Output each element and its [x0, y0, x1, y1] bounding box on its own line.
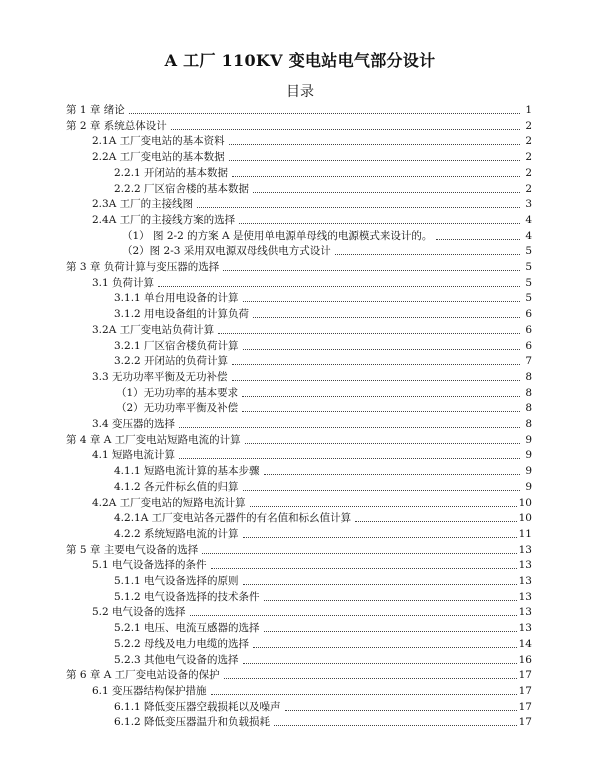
toc-entry-page-number: 13: [518, 575, 532, 587]
toc-entry-title: 4.1.2 各元件标幺值的归算: [114, 480, 239, 493]
toc-entry-title: 3.1 负荷计算: [92, 276, 155, 289]
toc-entry[interactable]: [114, 573, 532, 589]
toc-entry[interactable]: [114, 181, 532, 197]
toc-entry-title: 4.1 短路电流计算: [92, 449, 176, 462]
toc-dot-leader: [250, 505, 517, 507]
toc-entry[interactable]: [114, 338, 532, 354]
toc-entry-title: 4.2.2 系统短路电流的计算: [114, 527, 239, 540]
toc-dot-leader: [253, 316, 520, 318]
toc-entry[interactable]: [92, 212, 532, 228]
toc-entry-page-number: 11: [518, 527, 532, 540]
toc-entry-title: 5.1 电气设备选择的条件: [92, 559, 207, 572]
toc-entry-page-number: 4: [525, 229, 532, 242]
toc-entry[interactable]: [66, 259, 532, 275]
toc-dot-leader: [232, 175, 520, 177]
toc-dot-leader: [242, 410, 520, 412]
toc-entry-title: 4.2A 工厂变电站的短路电流计算: [92, 496, 246, 509]
toc-entry-title: 第 6 章 A 工厂变电站设备的保护: [66, 669, 220, 682]
toc-entry[interactable]: [114, 306, 532, 322]
toc-entry-title: 2.3A 工厂的主接线图: [92, 198, 194, 211]
toc-entry[interactable]: [114, 589, 532, 605]
toc-entry-title: 3.2.2 开闭站的负荷计算: [114, 355, 229, 368]
toc-dot-leader: [224, 677, 517, 679]
toc-dot-leader: [253, 191, 520, 193]
toc-entry-title: 5.1.2 电气设备选择的技术条件: [114, 590, 260, 603]
toc-entry-title: （1）无功功率的基本要求: [116, 386, 239, 399]
toc-entry[interactable]: [92, 495, 532, 511]
toc-heading: 目录: [286, 84, 314, 100]
toc-entry[interactable]: [116, 400, 532, 416]
toc-entry-title: 5.2.3 其他电气设备的选择: [114, 653, 239, 666]
toc-entry[interactable]: [66, 432, 532, 448]
toc-dot-leader: [285, 709, 517, 711]
toc-entry-page-number: 2: [525, 151, 532, 164]
toc-dot-leader: [179, 457, 520, 459]
toc-entry[interactable]: [114, 714, 532, 730]
toc-entry-title: 2.1A 工厂变电站的基本资料: [92, 135, 225, 148]
toc-entry[interactable]: [66, 542, 532, 558]
toc-entry[interactable]: [114, 479, 532, 495]
toc-entry[interactable]: [92, 196, 532, 212]
toc-entry-title: 3.1.2 用电设备组的计算负荷: [114, 308, 250, 321]
toc-entry-title: 2.2.1 开闭站的基本数据: [114, 166, 229, 179]
toc-entry-page-number: 8: [525, 418, 532, 430]
toc-entry[interactable]: [114, 165, 532, 181]
toc-dot-leader: [243, 348, 520, 350]
toc-dot-leader: [211, 567, 517, 569]
toc-entry-page-number: 1: [525, 104, 532, 116]
toc-entry-title: （1） 图 2-2 的方案 A 是使用单电源单母线的电源模式来设计的。: [122, 229, 433, 242]
toc-entry-title: 6.1 变压器结构保护措施: [92, 684, 207, 697]
toc-dot-leader: [264, 630, 517, 632]
toc-entry-page-number: 8: [525, 370, 532, 383]
toc-entry-page-number: 6: [525, 323, 532, 336]
toc-dot-leader: [202, 552, 516, 554]
toc-entry-title: 2.2.2 厂区宿舍楼的基本数据: [114, 182, 250, 195]
toc-entry-page-number: 9: [525, 449, 532, 462]
toc-entry-title: 5.1.1 电气设备选择的原则: [114, 575, 239, 587]
toc-entry-page-number: 17: [518, 700, 532, 713]
toc-entry-title: 第 2 章 系统总体设计: [66, 119, 167, 132]
toc-dot-leader: [243, 662, 517, 664]
toc-entry-page-number: 6: [525, 339, 532, 352]
toc-dot-leader: [355, 520, 516, 522]
toc-dot-leader: [264, 599, 517, 601]
toc-entry-page-number: 17: [518, 684, 532, 697]
toc-entry-page-number: 13: [518, 559, 532, 572]
toc-entry-page-number: 10: [518, 512, 532, 525]
toc-dot-leader: [243, 536, 517, 538]
toc-dot-leader: [242, 395, 520, 397]
toc-entry[interactable]: [114, 636, 532, 652]
toc-dot-leader: [436, 238, 520, 240]
toc-entry-page-number: 13: [518, 543, 532, 556]
toc-entry-page-number: 9: [525, 465, 532, 478]
toc-entry-title: 第 3 章 负荷计算与变压器的选择: [66, 261, 220, 273]
toc-entry[interactable]: [66, 118, 532, 134]
toc-entry-title: （2）无功功率平衡及补偿: [116, 402, 239, 415]
toc-entry-page-number: 2: [525, 166, 532, 179]
toc-entry-page-number: 8: [525, 386, 532, 399]
toc-dot-leader: [243, 300, 520, 302]
toc-dot-leader: [211, 693, 517, 695]
toc-entry-page-number: 9: [525, 433, 532, 446]
toc-entry[interactable]: [114, 510, 532, 526]
toc-entry[interactable]: [122, 243, 532, 259]
toc-entry-page-number: 16: [518, 653, 532, 666]
toc-dot-leader: [264, 473, 520, 475]
toc-dot-leader: [243, 583, 517, 585]
toc-entry-title: 5.2.2 母线及电力电缆的选择: [114, 637, 250, 650]
toc-dot-leader: [245, 442, 520, 444]
toc-entry-page-number: 5: [525, 292, 532, 305]
toc-entry-title: 5.2 电气设备的选择: [92, 606, 186, 619]
toc-entry-title: 第 1 章 绪论: [66, 104, 125, 116]
toc-entry[interactable]: [114, 353, 532, 369]
toc-entry[interactable]: [92, 447, 532, 463]
toc-entry-page-number: 6: [525, 308, 532, 321]
toc-entry-page-number: 2: [525, 119, 532, 132]
toc-dot-leader: [232, 363, 520, 365]
toc-entry-title: 6.1.1 降低变压器空载损耗以及噪声: [114, 700, 281, 713]
toc-entry-title: 6.1.2 降低变压器温升和负载损耗: [114, 716, 271, 729]
toc-entry[interactable]: [114, 290, 532, 306]
toc-entry-page-number: 14: [518, 637, 532, 650]
toc-dot-leader: [197, 206, 520, 208]
toc-entry[interactable]: [92, 149, 532, 165]
toc-entry-page-number: 2: [525, 182, 532, 195]
toc-entry-title: 2.4A 工厂的主接线方案的选择: [92, 213, 236, 226]
toc-entry[interactable]: [114, 652, 532, 668]
toc-entry[interactable]: [114, 526, 532, 542]
toc-entry-title: 4.2.1A 工厂变电站各元器件的有名值和标幺值计算: [114, 512, 352, 525]
toc-entry-title: 3.1.1 单台用电设备的计算: [114, 292, 239, 305]
toc-entry-title: 5.2.1 电压、电流互感器的选择: [114, 622, 260, 635]
toc-entry-title: 第 5 章 主要电气设备的选择: [66, 543, 199, 556]
toc-entry-page-number: 5: [525, 245, 532, 258]
toc-dot-leader: [243, 489, 520, 491]
toc-entry-page-number: 3: [525, 198, 532, 211]
toc-entry-title: 2.2A 工厂变电站的基本数据: [92, 151, 225, 164]
toc-entry-page-number: 10: [518, 496, 532, 509]
toc-entry-title: 3.2.1 厂区宿舍楼负荷计算: [114, 339, 239, 352]
toc-entry[interactable]: [92, 369, 532, 385]
toc-entry-title: 3.2A 工厂变电站负荷计算: [92, 323, 215, 336]
toc-entry-page-number: 5: [525, 276, 532, 289]
toc-entry-page-number: 2: [525, 135, 532, 148]
toc-entry-page-number: 13: [518, 622, 532, 635]
document-title: A 工厂 110KV 变电站电气部分设计: [164, 51, 436, 70]
toc-entry[interactable]: [66, 667, 532, 683]
toc-entry-page-number: 9: [525, 480, 532, 493]
toc-entry[interactable]: [92, 322, 532, 338]
toc-dot-leader: [171, 128, 520, 130]
toc-entry[interactable]: [114, 699, 532, 715]
toc-dot-leader: [223, 269, 520, 271]
toc-entry-title: 3.4 变压器的选择: [92, 418, 176, 430]
toc-dot-leader: [229, 159, 520, 161]
toc-entry[interactable]: [92, 557, 532, 573]
toc-dot-leader: [232, 379, 520, 381]
toc-dot-leader: [158, 285, 520, 287]
toc-entry-page-number: 8: [525, 402, 532, 415]
toc-dot-leader: [335, 253, 520, 255]
toc-entry[interactable]: [116, 385, 532, 401]
toc-entry-page-number: 4: [525, 213, 532, 226]
toc-entry[interactable]: [92, 604, 532, 620]
toc-entry[interactable]: [114, 463, 532, 479]
toc-entry-page-number: 13: [518, 606, 532, 619]
toc-entry-title: 第 4 章 A 工厂变电站短路电流的计算: [66, 433, 241, 446]
toc-entry-title: 4.1.1 短路电流计算的基本步骤: [114, 465, 260, 478]
toc-entry[interactable]: [114, 620, 532, 636]
toc-dot-leader: [179, 426, 520, 428]
toc-dot-leader: [229, 143, 520, 145]
toc-entry-page-number: 17: [518, 669, 532, 682]
toc-dot-leader: [218, 332, 520, 334]
toc-entry-page-number: 7: [525, 355, 532, 368]
toc-entry-page-number: 17: [518, 716, 532, 729]
toc-entry-title: 3.3 无功功率平衡及无功补偿: [92, 370, 228, 383]
toc-dot-leader: [129, 112, 520, 114]
toc-dot-leader: [274, 724, 517, 726]
toc-entry[interactable]: [92, 683, 532, 699]
toc-entry[interactable]: [92, 133, 532, 149]
toc-dot-leader: [239, 222, 520, 224]
toc-entry[interactable]: [122, 228, 532, 244]
toc-entry[interactable]: [92, 275, 532, 291]
toc-entry[interactable]: [66, 102, 532, 118]
toc-entry-title: （2）图 2-3 采用双电源双母线供电方式设计: [122, 245, 331, 258]
toc-entry-page-number: 13: [518, 590, 532, 603]
toc-entry[interactable]: [92, 416, 532, 432]
toc-dot-leader: [253, 646, 517, 648]
toc-dot-leader: [190, 614, 517, 616]
toc-entry-page-number: 5: [525, 261, 532, 273]
